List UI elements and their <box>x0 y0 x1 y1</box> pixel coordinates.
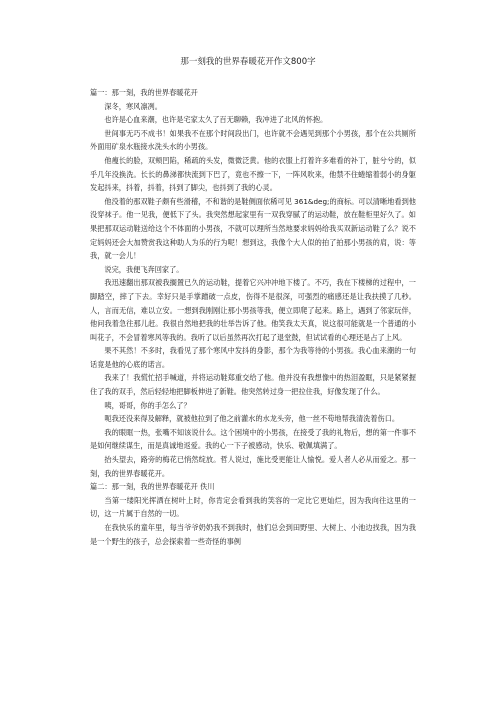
body-paragraph: 他没着的那双鞋子颇有些滑稽，不和谐的是鞋侧面依稀可见 361&deg;的商标。可以清晰地看到他没穿袜子。他一见我，便低下了头。我突然想起家里有一双我穿腻了的运动鞋，放在鞋柜里好久了。如果把那双运动鞋送给这个不体面的小男孩，不就可以理所当然地要求妈妈给我买双新运动鞋了么？说不定妈妈还会大加赞赏我这种助人为乐的行为呢！想到这，我像个大人似的拍了拍那小男孩的肩，说：等我，就一会儿！ <box>90 196 416 261</box>
body-paragraph: 咦，哥哥，你的手怎么了？ <box>104 400 191 410</box>
body-paragraph: 抬头望去，路旁的梅花已悄然绽放。哲人说过，施比受更能让人愉悦。爱人者人必从而爱之。那一刻，我的世界春暖花开。 <box>90 455 416 478</box>
body-paragraph: 我迅速翻出那双被我搁置已久的运动鞋，提着它兴冲冲地下楼了。不巧，我在下楼梯的过程中，一脚踏空，摔了下去。幸好只是手掌蹭破一点皮，伤得不是很深，可强烈的痛感还是让我扶摸了几秒。人，言而无信，难以立安。一想到我刚刚让那小男孩等我，便立即爬了起来。路上，遇到了邻家玩伴，他问我着急往那儿赶。我很自然地把我的壮举告诉了他。他笑我太天真，说这很可能就是一个普通的小叫花子，不会冒着寒风等我的。我听了以后虽然再次打起了退堂鼓，但试试看的心理还是占了上风。 <box>90 278 416 342</box>
section-heading: 篇一：那一刻，我的世界春暖花开 <box>90 88 198 97</box>
body-paragraph: 在我快乐的童年里，每当爷爷奶奶我不到我时，他们总会到田野里、大树上、小池边找我，因为我是一个野生的孩子，总会探索着一些奇怪的事例 <box>90 523 416 546</box>
body-paragraph: 果不其然！不多时，我看见了那个寒风中发抖的身影，那个为我等待的小男孩。我心血来潮的一句话竟是他的心底的诺言。 <box>90 346 416 369</box>
body-paragraph: 也许是心血来潮，也许是宅家太久了百无聊赖，我冲进了北风的怀抱。 <box>104 115 328 125</box>
section-heading: 篇二：那一刻，我的世界春暖花开 佚川 <box>90 482 215 492</box>
body-paragraph: 呃我还没来得及解释，就被他拉到了他之前灌水的水龙头旁，他一丝不苟地帮我清洗着伤口。 <box>104 414 400 424</box>
document-body <box>90 86 416 548</box>
body-paragraph: 我的眼眶一热，张嘴不知该说什么。这个困境中的小男孩，在接受了我的礼物后，想的第一件事不是如何继续谋生，而是真诚地返爱。我的心一下子被感动，快乐、敬佩填满了。 <box>90 427 416 451</box>
body-paragraph: 他瘦长的脸，双颊凹陷，稀疏的头发，微微泛黄。他的衣服上打着许多难看的补丁，脏兮兮的，似乎几年没换洗。长长的鼻涕都快流到下巴了，竟也不擦一下，一阵风吹来，他禁不住蜷缩着弱小的身躯发起抖来，抖着，抖着，抖到了脚尖，也抖到了我的心灵。 <box>90 155 416 193</box>
body-paragraph: 深冬，寒风凛冽。 <box>104 101 162 111</box>
document-title: 那一刻我的世界春暖花开作文800字 <box>180 57 316 67</box>
body-paragraph: 我来了！我慌忙招手喊道，并将运动鞋郑重交给了他。他并没有我想像中的热泪盈眶，只是紧紧握住了我的双手，然后轻轻地把脚板伸进了新鞋。他突然转过身一把拉住我，好像发现了什么。 <box>90 373 416 397</box>
body-paragraph: 世间事无巧不成书！如果我不在那个时间段出门，也许就不会遇见到那个小男孩，那个在公共厕所外面用矿泉水瓶接水洗头水的小男孩。 <box>90 128 416 152</box>
body-paragraph: 说完，我便飞奔回家了。 <box>104 264 184 274</box>
body-paragraph: 当第一缕阳光挥洒在树叶上时，你肯定会看到我的笑容的一定比它更灿烂，因为我向往这里的一切，这一片属于自然的一切。 <box>90 495 416 519</box>
